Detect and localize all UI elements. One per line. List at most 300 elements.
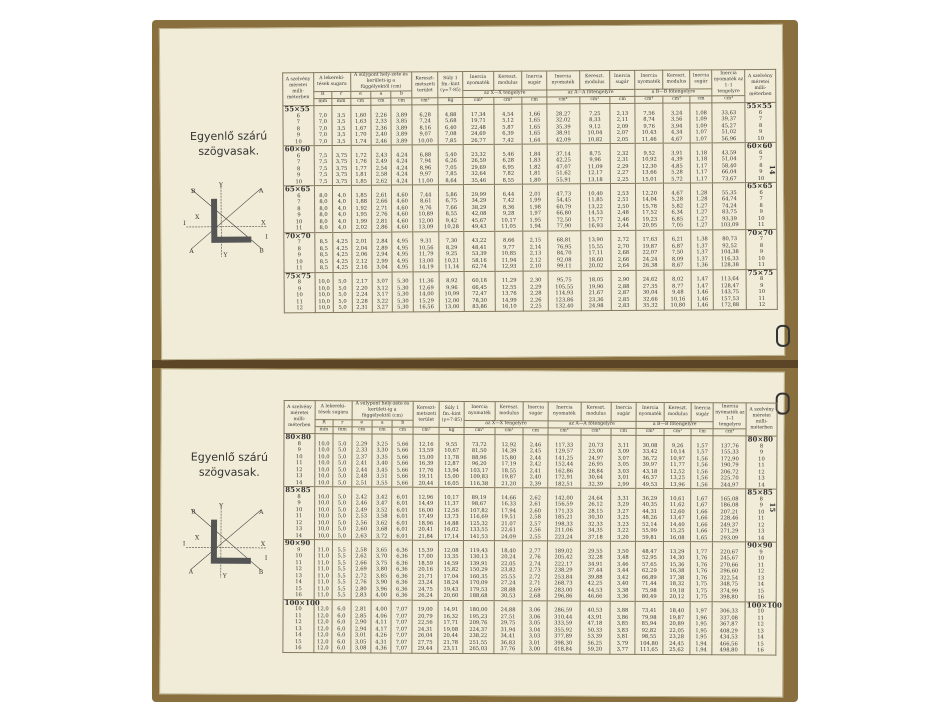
table-cell: 2,07 bbox=[610, 130, 635, 137]
table-cell: 19,00 bbox=[412, 607, 439, 614]
table-cell: 249,37 bbox=[713, 522, 746, 529]
table-cell: 171,33 bbox=[547, 508, 580, 515]
table-cell: 5,5 bbox=[332, 547, 350, 554]
table-cell: 23,82 bbox=[494, 567, 523, 574]
table-cell: 377,89 bbox=[547, 633, 580, 640]
col-header: A súlypont hely-zete és kerületi-ig a függélyektől (cm) bbox=[352, 401, 413, 420]
table-cell: 1,47 bbox=[691, 276, 714, 283]
table-cell: 83,75 bbox=[713, 209, 746, 216]
table-cell: 4,85 bbox=[664, 163, 691, 170]
table-cell: 8,75 bbox=[580, 151, 611, 158]
table-cell: 6,26 bbox=[439, 158, 464, 165]
table-cell: 98,55 bbox=[635, 634, 664, 641]
table-cell: 2,44 bbox=[351, 467, 371, 474]
unit: mm bbox=[333, 427, 351, 434]
symbol: a bbox=[372, 420, 392, 427]
table-cell: 22,48 bbox=[463, 124, 494, 131]
table-cell: 5,66 bbox=[392, 474, 413, 481]
table-cell: 7 bbox=[284, 239, 315, 246]
table-cell: 7,0 bbox=[314, 125, 332, 132]
table-cell: 3,25 bbox=[372, 441, 392, 448]
table-cell: 11 bbox=[284, 225, 315, 232]
table-cell: 2,69 bbox=[522, 587, 547, 594]
table-cell: 12,17 bbox=[580, 170, 611, 177]
table-cell: 6,0 bbox=[332, 639, 350, 646]
table-cell: 12,0 bbox=[314, 632, 332, 639]
table-cell: 3,01 bbox=[611, 475, 636, 482]
table-cell: 3,22 bbox=[611, 528, 636, 535]
table-cell: 16 bbox=[283, 645, 314, 652]
table-cell: 6 bbox=[746, 189, 777, 196]
table-cell: 5,12 bbox=[494, 118, 523, 125]
table-cell: 6,85 bbox=[664, 216, 691, 223]
table-cell: 5,28 bbox=[664, 169, 691, 176]
table-cell: 4,0 bbox=[333, 192, 351, 199]
data-table bbox=[282, 69, 778, 313]
table-cell: 6,95 bbox=[494, 164, 523, 171]
table-cell: 21,07 bbox=[494, 521, 523, 528]
unit: cm bbox=[691, 429, 714, 436]
table-cell: 7,44 bbox=[412, 192, 439, 199]
table-cell: 43,22 bbox=[464, 238, 495, 245]
table-cell: 6,36 bbox=[392, 567, 413, 574]
table-cell: 367,87 bbox=[712, 621, 745, 628]
table-cell: 12 bbox=[284, 520, 315, 527]
table-cell: 11 bbox=[746, 262, 777, 269]
table-cell: 156,59 bbox=[547, 501, 580, 508]
table-cell: 8,0 bbox=[314, 225, 332, 232]
table-cell: 141,25 bbox=[548, 455, 581, 462]
table-cell: 13 bbox=[284, 473, 315, 480]
unit: cm³ bbox=[579, 97, 610, 104]
table-cell: 4,24 bbox=[392, 158, 413, 165]
table-cell: 11 bbox=[746, 295, 777, 302]
table-cell: 4,67 bbox=[664, 190, 691, 197]
table-cell: 2,90 bbox=[351, 619, 371, 626]
table-cell: 12,93 bbox=[495, 264, 524, 271]
table-cell: 8 bbox=[745, 122, 776, 129]
table-cell: 18,60 bbox=[581, 257, 612, 264]
table-cell: 60,18 bbox=[464, 278, 495, 285]
table-cell: 50,33 bbox=[580, 627, 611, 634]
table-cell: 9 bbox=[746, 209, 777, 216]
table-cell: 3,96 bbox=[371, 586, 391, 593]
table-cell: 1,37 bbox=[691, 256, 714, 263]
table-cell: 2,66 bbox=[371, 199, 391, 206]
table-cell: 7,08 bbox=[439, 131, 464, 138]
diagram-label: A bbox=[188, 568, 194, 576]
table-cell: 53,39 bbox=[579, 634, 610, 641]
table-cell: 1,17 bbox=[690, 163, 713, 170]
table-cell: 13,25 bbox=[664, 475, 691, 482]
table-cell: 205,42 bbox=[547, 554, 580, 561]
table-cell: 5,66 bbox=[392, 448, 413, 455]
table-cell: 160,35 bbox=[463, 573, 494, 580]
table-cell: 8,61 bbox=[412, 198, 439, 205]
table-cell: 139,91 bbox=[463, 560, 494, 567]
table-cell: 17,00 bbox=[412, 554, 439, 561]
table-cell: 46,37 bbox=[636, 475, 665, 482]
table-cell: 8 bbox=[283, 126, 314, 133]
table-cell: 4,95 bbox=[392, 245, 413, 252]
table-cell: 1,92 bbox=[351, 205, 371, 212]
table-cell: 66,80 bbox=[547, 210, 580, 217]
table-cell: 2,63 bbox=[351, 533, 371, 540]
table-cell: 2,46 bbox=[351, 500, 371, 507]
table-cell: 4,60 bbox=[392, 218, 413, 225]
binder-ring bbox=[776, 393, 790, 415]
table-cell: 48,47 bbox=[635, 548, 664, 555]
table-cell: 2,62 bbox=[351, 553, 371, 560]
table-cell: 20,79 bbox=[412, 613, 439, 620]
table-cell: 11,14 bbox=[439, 264, 464, 271]
table-cell: 4,0 bbox=[333, 218, 351, 225]
col-header: Inercia nyomaték bbox=[464, 401, 495, 420]
table-cell: 12 bbox=[283, 619, 314, 626]
table-cell: 3,03 bbox=[522, 633, 547, 640]
table-cell: 3,94 bbox=[663, 123, 690, 130]
table-cell: 8,33 bbox=[580, 117, 611, 124]
table-cell: 21,20 bbox=[494, 481, 523, 488]
unit: cm bbox=[350, 98, 371, 105]
table-cell: 408,29 bbox=[712, 628, 745, 635]
table-cell: 2,51 bbox=[611, 197, 636, 204]
table-cell: 62,74 bbox=[464, 264, 495, 271]
table-cell: 1,67 bbox=[691, 502, 714, 509]
table-cell: 5,66 bbox=[392, 454, 413, 461]
table-cell: 39,37 bbox=[712, 116, 745, 123]
table-cell: 7,25 bbox=[579, 111, 610, 118]
table-cell: 31,94 bbox=[494, 627, 523, 634]
table-cell: 14 bbox=[746, 535, 777, 542]
symbol: a bbox=[371, 91, 392, 98]
table-cell: 1,36 bbox=[691, 262, 714, 269]
table-cell: 14 bbox=[283, 533, 314, 540]
table-cell: 8 bbox=[284, 246, 315, 253]
table-cell: 44,53 bbox=[580, 587, 611, 594]
table-cell: 11,29 bbox=[495, 278, 524, 285]
table-cell: 1,99 bbox=[351, 218, 371, 225]
table-cell: 3,52 bbox=[372, 507, 392, 514]
table-cell: 15,01 bbox=[635, 176, 664, 183]
table-cell: 17,14 bbox=[439, 533, 464, 540]
table-cell: 3,06 bbox=[522, 607, 547, 614]
table-cell: 34,35 bbox=[580, 528, 611, 535]
size-label: 100×100 bbox=[746, 599, 782, 610]
table-cell: 13,00 bbox=[413, 258, 440, 265]
symbol: e bbox=[350, 91, 371, 98]
table-cell: 48,41 bbox=[464, 244, 495, 251]
unit: cm bbox=[371, 98, 392, 105]
table-cell: 42,25 bbox=[580, 581, 611, 588]
table-cell: 10,0 bbox=[314, 513, 332, 520]
table-cell: 52,14 bbox=[635, 521, 664, 528]
table-cell: 23,32 bbox=[463, 151, 494, 158]
left-panel bbox=[160, 369, 280, 694]
table-cell: 34,29 bbox=[464, 198, 495, 205]
table-cell: 4,25 bbox=[333, 265, 351, 272]
table-cell: 22,61 bbox=[494, 527, 523, 534]
table-cell: 1,75 bbox=[690, 588, 713, 595]
table-cell: 1,94 bbox=[523, 223, 548, 230]
col-header: Kereszt. modulus bbox=[663, 70, 690, 89]
table-cell: 6,36 bbox=[392, 547, 413, 554]
table-cell: 2,76 bbox=[351, 579, 371, 586]
col-header: Inercia nyomaték az 1–1 tengelyre bbox=[713, 403, 746, 429]
col-header: A lekerekí-tések sugara bbox=[313, 72, 350, 91]
table-cell: 228,46 bbox=[713, 515, 746, 522]
table-cell: 16,93 bbox=[580, 223, 611, 230]
table-cell: 14,66 bbox=[494, 495, 523, 502]
table-cell: 6,0 bbox=[332, 632, 350, 639]
table-cell: 7,07 bbox=[391, 626, 412, 633]
table-cell: 14,59 bbox=[439, 560, 464, 567]
table-cell: 16,39 bbox=[413, 461, 440, 468]
table-cell: 119,43 bbox=[463, 547, 494, 554]
table-cell: 3,68 bbox=[371, 526, 391, 533]
table-cell: 15,36 bbox=[664, 562, 691, 569]
table-cell: 3,22 bbox=[372, 298, 392, 305]
table-cell: 223,24 bbox=[547, 534, 580, 541]
table-cell: 3,75 bbox=[332, 159, 350, 166]
table-cell: 2,29 bbox=[523, 284, 548, 291]
table-cell: 35,46 bbox=[463, 177, 494, 184]
table-cell: 7,24 bbox=[412, 118, 439, 125]
table-cell: 105,55 bbox=[548, 284, 581, 291]
unit: cm bbox=[372, 427, 392, 434]
table-cell: 6,0 bbox=[332, 613, 350, 620]
table-cell: 23,24 bbox=[412, 580, 439, 587]
table-cell: 43,91 bbox=[580, 614, 611, 621]
table-cell: 5,0 bbox=[333, 480, 351, 487]
table-cell: 56,25 bbox=[579, 640, 610, 647]
table-cell: 15 bbox=[745, 641, 776, 648]
table-cell: 333,59 bbox=[547, 620, 580, 627]
table-cell: 4,36 bbox=[371, 645, 391, 652]
table-cell: 1,94 bbox=[690, 647, 713, 654]
table-cell: 55,91 bbox=[547, 177, 580, 184]
table-cell: 1,99 bbox=[523, 197, 548, 204]
book-spine bbox=[152, 360, 798, 368]
table-cell: 2,48 bbox=[611, 210, 636, 217]
axis-header: az A—A főtengelyre bbox=[548, 421, 636, 428]
table-cell: 9,25 bbox=[439, 251, 464, 258]
unit: mm bbox=[315, 427, 333, 434]
table-cell: 16 bbox=[745, 594, 776, 601]
table-cell: 28,27 bbox=[547, 111, 580, 118]
unit: cm³ bbox=[664, 429, 691, 436]
table-cell: 12,0 bbox=[314, 645, 332, 652]
table-cell: 3,30 bbox=[372, 447, 392, 454]
table-cell: 17,11 bbox=[580, 250, 611, 257]
table-cell: 286,59 bbox=[547, 607, 580, 614]
section-title bbox=[179, 449, 279, 480]
table-cell: 8,92 bbox=[440, 278, 465, 285]
table-cell: 3,11 bbox=[611, 442, 636, 449]
table-cell: 13,73 bbox=[439, 514, 464, 521]
table-cell: 7,07 bbox=[391, 613, 412, 620]
table-cell: 3,35 bbox=[372, 454, 392, 461]
table-cell: 13 bbox=[283, 626, 314, 633]
diagram-label: A bbox=[189, 247, 194, 255]
table-cell: 92,52 bbox=[713, 243, 746, 250]
table-cell: 3,23 bbox=[611, 521, 636, 528]
table-cell: 8 bbox=[746, 443, 777, 450]
table-cell: 9,96 bbox=[580, 157, 611, 164]
table-cell: 23,11 bbox=[438, 646, 463, 653]
table-cell: 3,31 bbox=[611, 495, 636, 502]
table-cell: 53,39 bbox=[464, 251, 495, 258]
table-cell: 4,60 bbox=[392, 198, 413, 205]
table-cell: 2,15 bbox=[523, 237, 548, 244]
table-cell: 2,39 bbox=[523, 481, 548, 488]
table-cell: 2,17 bbox=[352, 279, 372, 286]
table-cell: 1,96 bbox=[690, 615, 713, 622]
table-cell: 3,75 bbox=[371, 560, 391, 567]
table-cell: 10 bbox=[283, 139, 314, 146]
table-cell: 72,47 bbox=[464, 291, 495, 298]
table-cell: 3,75 bbox=[332, 165, 350, 172]
table-cell: 26,24 bbox=[412, 593, 439, 600]
table-cell: 19,51 bbox=[494, 514, 523, 521]
table-cell: 13,09 bbox=[413, 224, 440, 231]
table-cell: 2,41 bbox=[523, 468, 548, 475]
table-cell: 1,60 bbox=[350, 112, 370, 119]
table-cell: 10,99 bbox=[440, 291, 465, 298]
table-cell: 19,08 bbox=[438, 626, 463, 633]
table-cell: 8,96 bbox=[412, 165, 439, 172]
table-cell: 3,90 bbox=[371, 579, 391, 586]
table-cell: 296,60 bbox=[713, 568, 746, 575]
table-cell: 13,00 bbox=[440, 304, 465, 311]
table-cell: 20,89 bbox=[663, 621, 690, 628]
table-cell: 12 bbox=[284, 305, 315, 312]
table-cell: 2,71 bbox=[372, 205, 392, 212]
table-cell: 66,45 bbox=[464, 284, 495, 291]
table-cell: 7,07 bbox=[391, 633, 412, 640]
table-cell: 9 bbox=[745, 129, 776, 136]
table-cell: 10,85 bbox=[495, 251, 524, 258]
table-cell: 4,54 bbox=[494, 111, 523, 118]
table-cell: 1,76 bbox=[690, 562, 713, 569]
table-cell: 14,53 bbox=[580, 210, 611, 217]
table-cell: 18,96 bbox=[412, 520, 439, 527]
unit: cm⁴ bbox=[713, 429, 746, 436]
table-cell: 6,87 bbox=[664, 243, 691, 250]
table-cell: 23,28 bbox=[663, 634, 690, 641]
table-cell: 10,0 bbox=[315, 460, 333, 467]
table-cell: 8 bbox=[283, 166, 314, 173]
table-cell: 3,58 bbox=[372, 513, 392, 520]
table-cell: 16,02 bbox=[439, 527, 464, 534]
table-cell: 42,08 bbox=[464, 211, 495, 218]
table-cell: 116,69 bbox=[464, 514, 495, 521]
table-cell: 29,99 bbox=[463, 191, 494, 198]
unit: cm bbox=[610, 96, 635, 103]
table-cell: 10,17 bbox=[439, 494, 464, 501]
table-cell: 10 bbox=[283, 606, 314, 613]
table-cell: 348,75 bbox=[713, 581, 746, 588]
table-cell: 1,95 bbox=[690, 634, 713, 641]
table-cell: 1,56 bbox=[691, 456, 714, 463]
table-cell: 62,29 bbox=[635, 568, 664, 575]
table-cell: 2,68 bbox=[522, 593, 547, 600]
table-cell: 1,27 bbox=[691, 222, 714, 229]
table-cell: 4,95 bbox=[392, 258, 413, 265]
table-cell: 15,25 bbox=[664, 528, 691, 535]
table-cell: 29,55 bbox=[580, 548, 611, 555]
unit: cm² bbox=[412, 98, 439, 105]
size-label: 60×60 bbox=[283, 146, 314, 153]
unit: cm bbox=[391, 98, 412, 105]
table-cell: 12,08 bbox=[439, 547, 464, 554]
table-cell: 18,59 bbox=[412, 560, 439, 567]
table-cell: 33,42 bbox=[636, 449, 665, 456]
table-cell: 5,66 bbox=[392, 467, 413, 474]
left-panel bbox=[160, 28, 280, 359]
diagram-label: X bbox=[194, 534, 200, 542]
table-cell: 9,76 bbox=[635, 123, 664, 130]
unit: cm bbox=[690, 96, 713, 103]
table-cell: 2,42 bbox=[351, 494, 371, 501]
symbol: b bbox=[392, 420, 413, 427]
table-cell: 2,49 bbox=[371, 159, 391, 166]
table-cell: 6,01 bbox=[392, 507, 413, 514]
table-cell: 11,77 bbox=[664, 462, 691, 469]
table-cell: 10,0 bbox=[315, 285, 333, 292]
table-cell: 9 bbox=[284, 500, 315, 507]
table-cell: 8,77 bbox=[665, 283, 692, 290]
table-cell: 11,46 bbox=[635, 136, 664, 143]
table-cell: 10,0 bbox=[314, 494, 332, 501]
table-cell: 270,66 bbox=[713, 562, 746, 569]
table-cell: 2,83 bbox=[611, 303, 636, 310]
table-cell: 7,85 bbox=[439, 171, 464, 178]
table-cell: 36,29 bbox=[635, 495, 664, 502]
table-cell: 1,95 bbox=[690, 621, 713, 628]
table-cell: 71,44 bbox=[635, 581, 664, 588]
table-cell: 1,67 bbox=[691, 496, 714, 503]
table-cell: 9,77 bbox=[495, 244, 524, 251]
table-cell: 238,22 bbox=[463, 633, 494, 640]
table-cell: 8,67 bbox=[664, 262, 691, 269]
unit: kg bbox=[439, 427, 464, 434]
table-cell: 5,30 bbox=[393, 278, 414, 285]
table-cell: 10,0 bbox=[315, 305, 333, 312]
table-cell: 85,94 bbox=[635, 621, 664, 628]
table-cell: 1,82 bbox=[523, 164, 548, 171]
table-cell: 20,44 bbox=[438, 633, 463, 640]
table-cell: 2,33 bbox=[351, 447, 371, 454]
table-cell: 11 bbox=[284, 265, 315, 272]
table-cell: 13 bbox=[283, 573, 314, 580]
table-cell: 4,17 bbox=[371, 626, 391, 633]
table-cell: 7,85 bbox=[439, 138, 464, 145]
table-cell: 2,66 bbox=[611, 256, 636, 263]
table-cell: 2,44 bbox=[611, 223, 636, 230]
table-cell: 7,5 bbox=[314, 178, 332, 185]
table-cell: 14,49 bbox=[413, 501, 440, 508]
table-cell: 6,21 bbox=[664, 236, 691, 243]
table-cell: 13,35 bbox=[439, 554, 464, 561]
table-cell: 1,09 bbox=[690, 116, 713, 123]
table-cell: 2,56 bbox=[351, 520, 371, 527]
table-cell: 1,80 bbox=[523, 177, 548, 184]
table-cell: 4,0 bbox=[333, 205, 351, 212]
table-cell: 10,14 bbox=[664, 449, 691, 456]
table-cell: 1,28 bbox=[690, 196, 713, 203]
table-cell: 225,70 bbox=[713, 475, 746, 482]
